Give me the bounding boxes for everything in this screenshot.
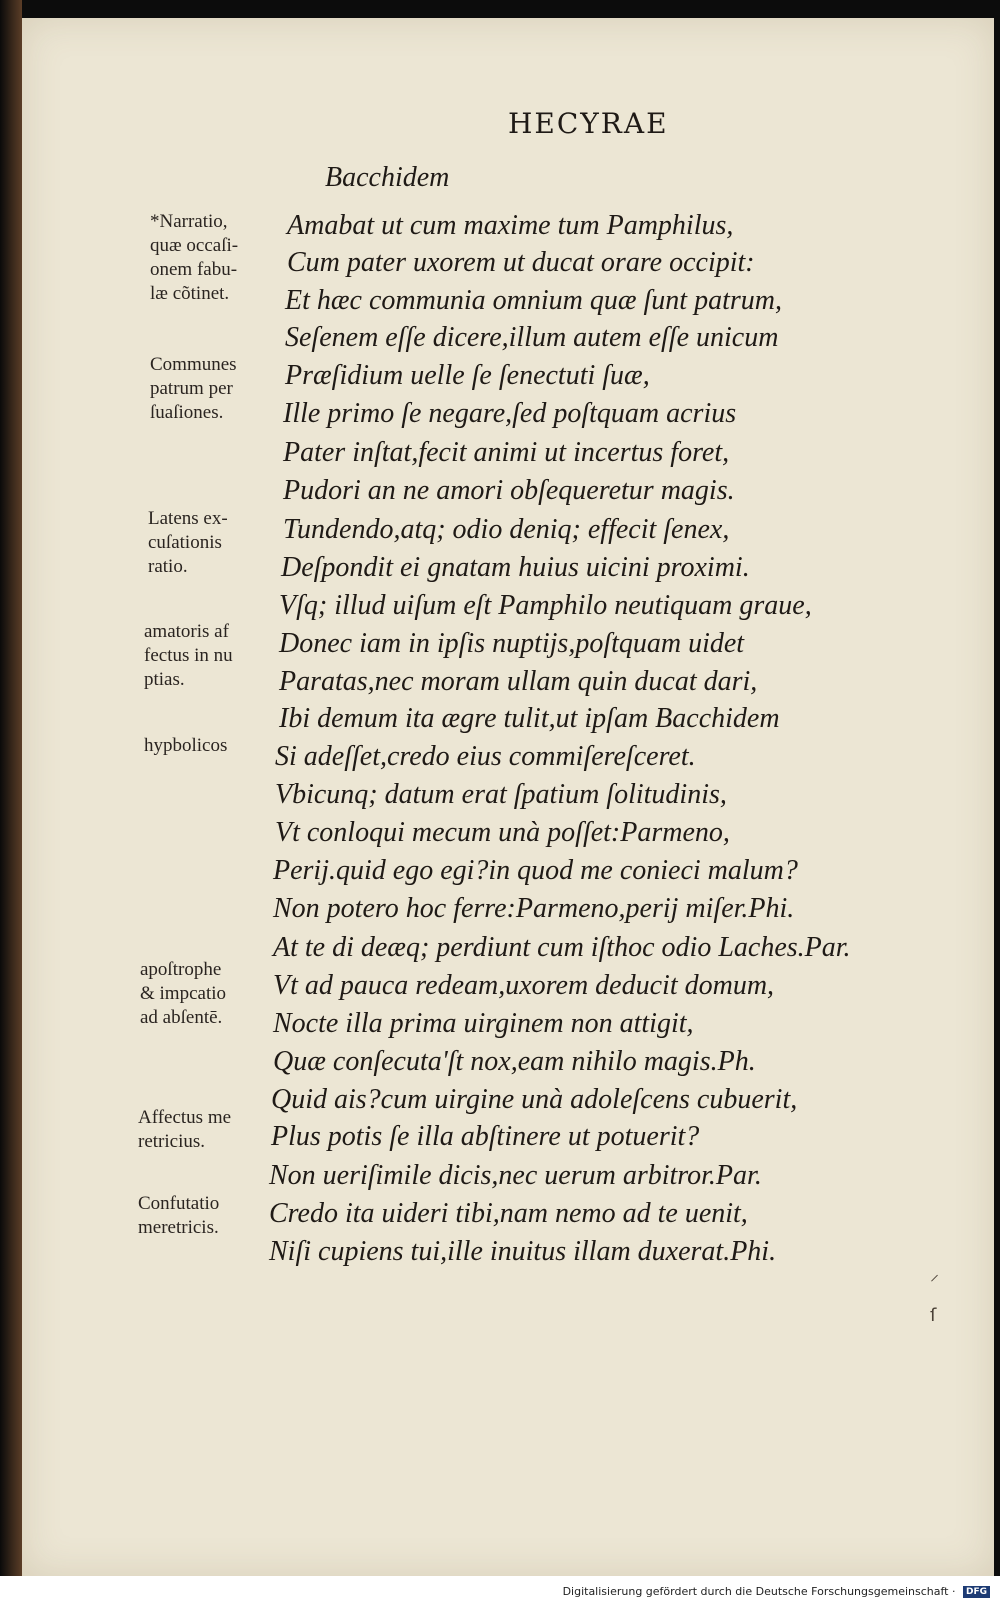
verse-line: Et hæc communia omnium quæ ſunt patrum, [285,285,782,316]
speaker-head: Bacchidem [325,162,450,193]
gloss-line: læ cõtinet. [150,283,230,304]
margin-mark: ⸝ [930,1264,939,1285]
verse-line: Ille primo ſe negare,ſed poſtquam acrius [283,398,737,429]
verse-line: Ibi demum ita ægre tulit,ut ipſam Bacchidem [279,703,780,734]
gloss-line: ratio. [148,556,188,577]
verse-line: Vt ad pauca redeam,uxorem deducit domum, [273,970,775,1001]
gloss-line: & impcatio [140,983,227,1004]
verse-line: Quid ais?cum uirgine unà adoleſcens cubuerit, [271,1084,798,1115]
gloss-line: *Narratio, [150,211,228,232]
verse-line: Vbicunq; datum erat ſpatium ſolitudinis, [275,779,727,810]
verse-line: Vſq; illud uiſum eſt Pamphilo neutiquam graue, [279,590,812,621]
gloss-line: Confutatio [138,1193,220,1214]
verse-line: Tundendo,atq; odio deniq; effecit ſenex, [283,514,730,545]
marginal-gloss [144,620,233,692]
gloss-line: onem fabu- [150,259,238,280]
gloss-line: Latens ex- [148,508,228,529]
verse-line: Amabat ut cum maxime tum Pamphilus, [287,210,734,241]
verse-line: Niſi cupiens tui,ille inuitus illam duxerat.Phi. [269,1236,777,1267]
verse-line: Deſpondit ei gnatam huius uicini proximi. [281,552,750,583]
verse-line: Pater inſtat,fecit animi ut incertus foret, [283,437,730,468]
gloss-line: meretricis. [138,1217,219,1238]
verse-line: Cum pater uxorem ut ducat orare occipit: [287,247,755,278]
verse-line: Quæ conſecuta'ſt nox,eam nihilo magis.Ph. [273,1046,756,1077]
gloss-line: Communes [150,354,237,375]
marginal-gloss [138,1106,231,1154]
gloss-line: apoſtrophe [140,959,222,980]
marginal-gloss [144,734,227,758]
verse-line: Non ueriſimile dicis,nec uerum arbitror.Par. [269,1160,762,1191]
gloss-line: ad abſentē. [140,1007,223,1028]
verse-line: Perij.quid ego egi?in quod me conieci malum? [273,855,798,886]
gloss-line: fectus in nu [144,645,233,666]
gloss-line: ptias. [144,669,185,690]
running-head: HECYRAE [508,107,669,140]
margin-mark: ſ [930,1305,937,1326]
marginal-gloss [150,353,237,425]
verse-line: Vt conloqui mecum unà poſſet:Parmeno, [275,817,730,848]
gloss-line: quæ occaſi- [150,235,239,256]
verse-line: Seſenem eſſe dicere,illum autem eſſe unicum [285,322,779,353]
gloss-line: ſuaſiones. [150,402,224,423]
gloss-line: hypbolicos [144,735,228,756]
marginal-gloss [150,210,238,306]
verse-line: Præſidium uelle ſe ſenectuti ſuæ, [285,360,650,391]
verse-line: Si adeſſet,credo eius commiſereſceret. [275,741,696,772]
credit-text: Digitalisierung gefördert durch die Deutsche Forschungsgemeinschaft · [562,1585,956,1598]
verse-line: Credo ita uideri tibi,nam nemo ad te uenit, [269,1198,748,1229]
marginal-gloss [148,507,228,579]
gloss-line: cuſationis [148,532,222,553]
verse-line: Nocte illa prima uirginem non attigit, [273,1008,694,1039]
gloss-line: amatoris af [144,621,229,642]
gloss-line: patrum per [150,378,233,399]
digitization-credit [563,1585,990,1598]
dfg-logo: DFG [963,1586,990,1598]
marginal-gloss [138,1192,219,1240]
marginal-gloss [140,958,226,1030]
verse-line: Donec iam in ipſis nuptijs,poſtquam uidet [279,628,745,659]
binding-edge [0,0,22,1608]
verse-line: Plus potis ſe illa abſtinere ut potuerit? [271,1121,700,1152]
verse-line: Paratas,nec moram ullam quin ducat dari, [279,666,758,697]
verse-line: Pudori an ne amori obſequeretur magis. [283,475,735,506]
gloss-line: retricius. [138,1131,206,1152]
verse-line: At te di deæq; perdiunt cum iſthoc odio Laches.Par. [273,932,851,963]
gloss-line: Affectus me [138,1107,232,1128]
verse-line: Non potero hoc ferre:Parmeno,perij miſer.Phi. [273,893,795,924]
